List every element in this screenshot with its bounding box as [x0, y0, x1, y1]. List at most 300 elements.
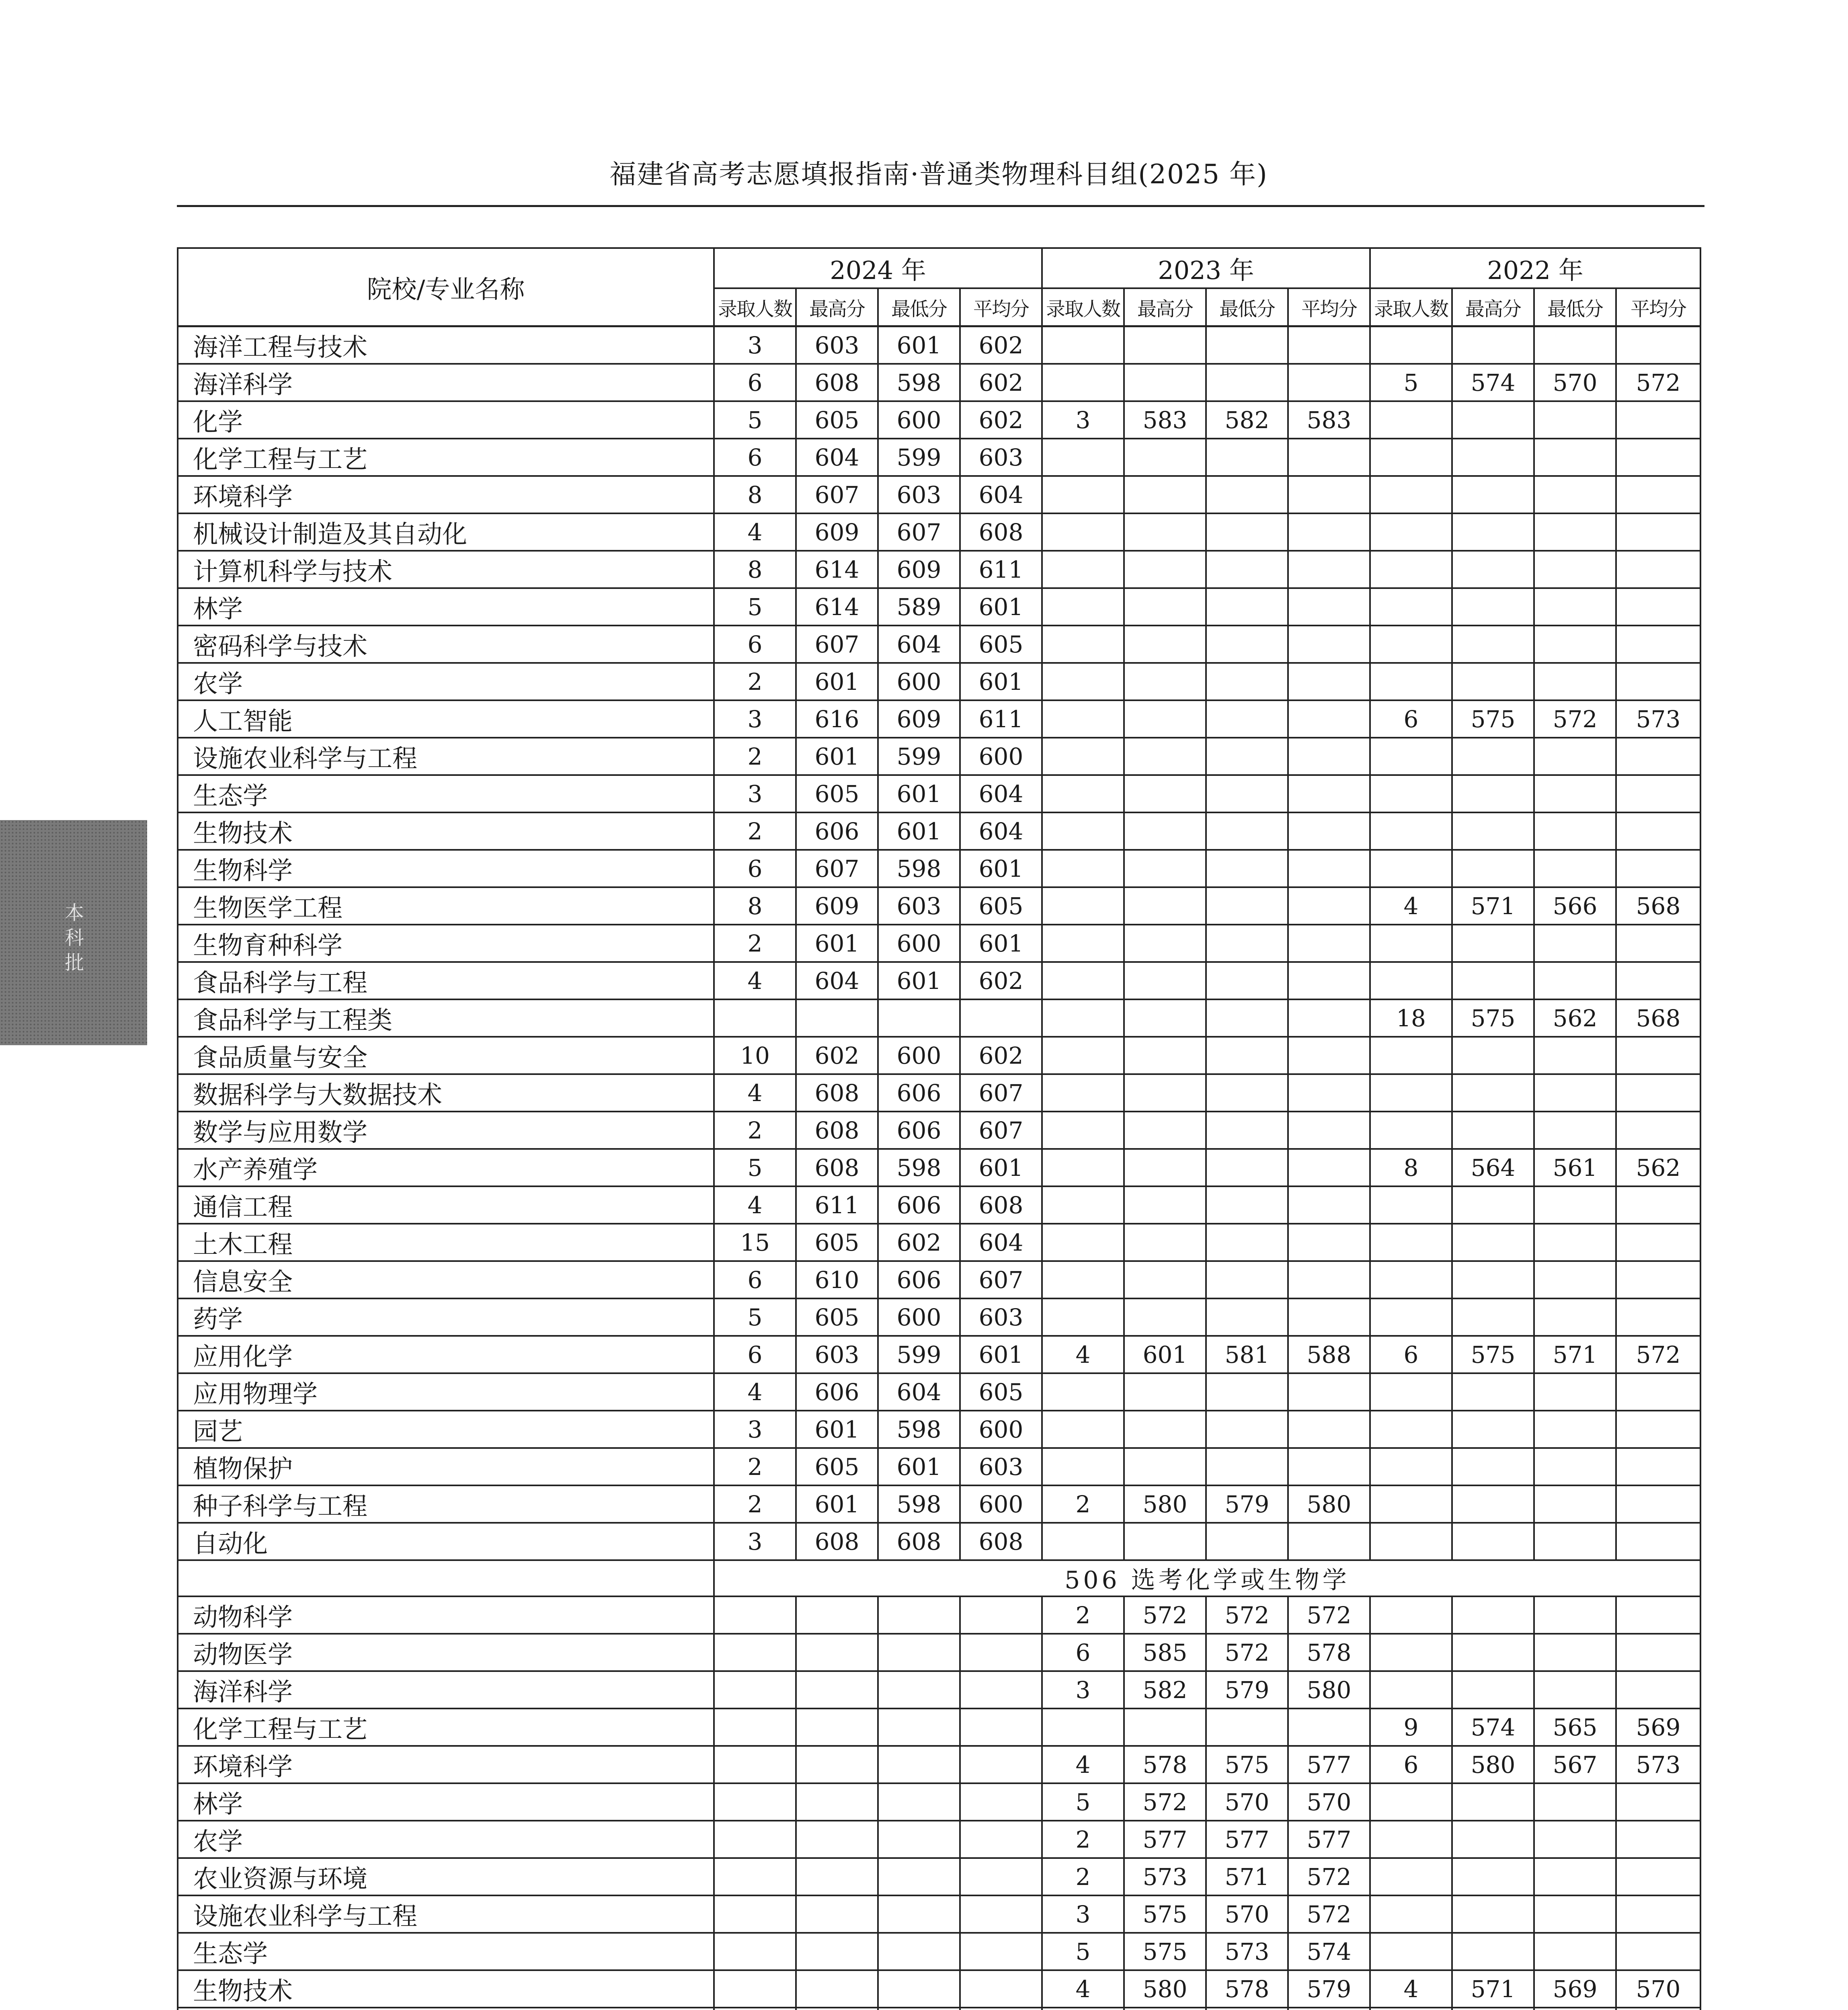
score-cell [1534, 1298, 1616, 1336]
score-cell: 562 [1616, 1149, 1700, 1186]
table-row [178, 1149, 1700, 1186]
score-cell [1124, 775, 1206, 812]
score-cell: 605 [796, 1298, 878, 1336]
table-row [178, 700, 1700, 738]
score-cell [1616, 476, 1700, 513]
major-name-cell: 食品科学与工程 [178, 962, 714, 999]
score-cell: 574 [1452, 1708, 1534, 1746]
sub-header-cell: 录取人数 [714, 288, 796, 326]
score-cell: 577 [1124, 1821, 1206, 1858]
score-cell [1124, 1708, 1206, 1746]
major-name-cell: 农学 [178, 1821, 714, 1858]
major-name-cell: 生态学 [178, 775, 714, 812]
table-row [178, 1411, 1700, 1448]
score-cell [1616, 925, 1700, 962]
score-cell: 8 [714, 551, 796, 588]
score-cell [878, 1783, 960, 1821]
score-cell [1370, 1074, 1452, 1112]
score-cell [1124, 588, 1206, 626]
score-cell [1616, 1783, 1700, 1821]
score-cell: 608 [796, 1149, 878, 1186]
score-cell: 575 [1124, 1895, 1206, 1933]
score-cell [1370, 812, 1452, 850]
score-cell: 604 [960, 775, 1042, 812]
major-name-cell: 环境科学 [178, 1746, 714, 1783]
score-cell [796, 1970, 878, 2008]
score-cell: 604 [796, 962, 878, 999]
score-cell [1206, 700, 1288, 738]
score-cell [1452, 401, 1534, 439]
score-cell: 606 [878, 1261, 960, 1298]
score-cell [1534, 326, 1616, 364]
score-cell: 580 [1452, 1746, 1534, 1783]
score-cell: 609 [878, 700, 960, 738]
score-cell [960, 1783, 1042, 1821]
score-cell [1616, 513, 1700, 551]
score-cell: 575 [1124, 1933, 1206, 1970]
score-cell [1534, 1411, 1616, 1448]
score-cell [1288, 1708, 1370, 1746]
score-cell [1288, 626, 1370, 663]
score-cell [1452, 850, 1534, 887]
score-cell: 607 [796, 850, 878, 887]
sub-header-cell: 平均分 [960, 288, 1042, 326]
score-cell [1370, 1634, 1452, 1671]
score-cell: 4 [714, 962, 796, 999]
score-cell [1370, 1485, 1452, 1523]
score-cell: 6 [1370, 1746, 1452, 1783]
score-cell [1042, 1708, 1124, 1746]
score-cell [1452, 1783, 1534, 1821]
score-cell: 602 [960, 401, 1042, 439]
score-cell: 6 [714, 1336, 796, 1373]
score-cell: 579 [1288, 1970, 1370, 2008]
score-cell [1042, 2008, 1124, 2010]
score-cell [1124, 1037, 1206, 1074]
table-row [178, 513, 1700, 551]
score-cell [1616, 850, 1700, 887]
score-cell [714, 1821, 796, 1858]
score-cell [1452, 1448, 1534, 1485]
running-header: 福建省高考志愿填报指南·普通类物理科目组(2025 年) [609, 159, 1268, 190]
score-cell [714, 1895, 796, 1933]
score-cell [1042, 700, 1124, 738]
score-cell: 603 [960, 1448, 1042, 1485]
score-cell: 605 [796, 1224, 878, 1261]
score-cell: 585 [1124, 1634, 1206, 1671]
table-row [178, 1112, 1700, 1149]
name-column-header: 院校/专业名称 [178, 248, 714, 326]
table-row [178, 476, 1700, 513]
table-row [178, 1336, 1700, 1373]
score-cell: 3 [1042, 1671, 1124, 1708]
score-cell [714, 1783, 796, 1821]
score-cell: 4 [714, 513, 796, 551]
score-cell: 572 [1206, 1596, 1288, 1634]
score-cell: 601 [960, 663, 1042, 700]
table-row [178, 1485, 1700, 1523]
score-cell: 603 [796, 1336, 878, 1373]
score-cell: 602 [960, 326, 1042, 364]
year-header-2022: 2022 年 [1370, 248, 1700, 288]
score-cell [1534, 1523, 1616, 1560]
score-cell: 573 [1124, 1858, 1206, 1895]
score-cell [1616, 1448, 1700, 1485]
score-cell [1370, 1373, 1452, 1411]
score-cell: 3 [1042, 1895, 1124, 1933]
table-row [178, 1186, 1700, 1224]
score-cell [1616, 663, 1700, 700]
score-cell [1288, 850, 1370, 887]
score-cell: 570 [1206, 1783, 1288, 1821]
score-cell [1616, 1671, 1700, 1708]
score-cell [1206, 1037, 1288, 1074]
year-header-2023: 2023 年 [1042, 248, 1370, 288]
table-row [178, 626, 1700, 663]
table-row [178, 1523, 1700, 1560]
score-cell: 611 [796, 1186, 878, 1224]
score-cell [1206, 1224, 1288, 1261]
major-name-cell: 植物保护 [178, 1448, 714, 1485]
table-row [178, 1261, 1700, 1298]
score-cell [1042, 663, 1124, 700]
score-cell: 8 [1370, 1149, 1452, 1186]
score-cell [1124, 1261, 1206, 1298]
score-cell [1124, 738, 1206, 775]
score-cell [796, 1708, 878, 1746]
score-cell [1288, 551, 1370, 588]
score-cell [1206, 850, 1288, 887]
score-cell: 568 [1616, 887, 1700, 925]
score-cell [1042, 476, 1124, 513]
score-cell [1124, 1224, 1206, 1261]
section-label: 506 选考化学或生物学 [714, 1560, 1700, 1596]
score-cell: 577 [1206, 1821, 1288, 1858]
score-cell: 10 [714, 1037, 796, 1074]
score-cell: 6 [714, 439, 796, 476]
table-row [178, 738, 1700, 775]
score-cell: 616 [796, 700, 878, 738]
score-cell: 582 [1124, 1671, 1206, 1708]
score-cell [1616, 1634, 1700, 1671]
score-cell [1206, 1149, 1288, 1186]
score-cell [1534, 1373, 1616, 1411]
score-cell [1452, 513, 1534, 551]
score-cell: 2 [1042, 1485, 1124, 1523]
score-cell [1288, 925, 1370, 962]
score-cell [714, 999, 796, 1037]
score-cell [1616, 588, 1700, 626]
score-cell [1370, 513, 1452, 551]
major-name-cell: 环境科学 [178, 476, 714, 513]
score-cell [1534, 812, 1616, 850]
score-cell [960, 999, 1042, 1037]
score-cell: 604 [960, 1224, 1042, 1261]
score-cell [1452, 1186, 1534, 1224]
score-cell [1206, 738, 1288, 775]
score-cell: 564 [1452, 1149, 1534, 1186]
score-cell [1370, 1821, 1452, 1858]
score-cell [1206, 626, 1288, 663]
score-cell: 573 [1206, 1933, 1288, 1970]
major-name-cell: 数据科学与大数据技术 [178, 1074, 714, 1112]
score-cell [1616, 1858, 1700, 1895]
score-cell: 5 [714, 588, 796, 626]
score-cell: 2 [1042, 1821, 1124, 1858]
score-cell [878, 1821, 960, 1858]
score-cell: 3 [714, 1523, 796, 1560]
score-cell: 600 [878, 401, 960, 439]
score-cell [1534, 626, 1616, 663]
score-cell [960, 1895, 1042, 1933]
score-cell [1042, 1448, 1124, 1485]
score-cell [1370, 1783, 1452, 1821]
score-cell [878, 1858, 960, 1895]
score-cell [1042, 1523, 1124, 1560]
score-cell [1124, 551, 1206, 588]
score-cell: 608 [960, 1523, 1042, 1560]
score-cell [1042, 364, 1124, 401]
table-row [178, 401, 1700, 439]
score-cell: 572 [1616, 364, 1700, 401]
score-cell: 600 [960, 1485, 1042, 1523]
table-row [178, 925, 1700, 962]
score-cell [1452, 925, 1534, 962]
table-row [178, 439, 1700, 476]
score-cell [714, 1708, 796, 1746]
table-row [178, 1783, 1700, 1821]
score-cell [1534, 1485, 1616, 1523]
score-cell [1452, 1858, 1534, 1895]
score-cell [1616, 1485, 1700, 1523]
score-cell [1452, 1671, 1534, 1708]
score-cell [1124, 962, 1206, 999]
score-cell [1452, 1074, 1534, 1112]
table-row [178, 1037, 1700, 1074]
score-cell [1370, 1112, 1452, 1149]
major-name-cell: 生物技术 [178, 1970, 714, 2008]
score-cell [1534, 588, 1616, 626]
sub-header-cell: 录取人数 [1370, 288, 1452, 326]
score-cell: 605 [960, 887, 1042, 925]
sub-header-cell: 最高分 [1452, 288, 1534, 326]
score-cell: 603 [796, 326, 878, 364]
admission-score-table [177, 247, 1701, 2010]
score-cell [1616, 1895, 1700, 1933]
score-cell [1616, 551, 1700, 588]
score-cell [1370, 2008, 1452, 2010]
score-cell: 6 [1370, 1336, 1452, 1373]
score-cell [1206, 1186, 1288, 1224]
score-cell [1452, 1373, 1534, 1411]
major-name-cell: 化学工程与工艺 [178, 439, 714, 476]
score-cell [1616, 1037, 1700, 1074]
table-row [178, 1596, 1700, 1634]
score-cell: 602 [960, 364, 1042, 401]
score-cell [1370, 1448, 1452, 1485]
score-cell [960, 1708, 1042, 1746]
score-cell: 4 [1370, 1970, 1452, 2008]
score-cell [1206, 1261, 1288, 1298]
score-cell [1370, 401, 1452, 439]
score-cell: 606 [796, 1373, 878, 1411]
score-cell: 604 [960, 476, 1042, 513]
score-cell [1042, 1037, 1124, 1074]
score-cell: 605 [960, 626, 1042, 663]
score-cell [1452, 1933, 1534, 1970]
score-cell [796, 1821, 878, 1858]
score-cell [1452, 1895, 1534, 1933]
score-cell [714, 2008, 796, 2010]
score-cell: 561 [1534, 1149, 1616, 1186]
score-cell: 4 [1042, 1970, 1124, 2008]
score-cell: 6 [714, 850, 796, 887]
score-cell [1124, 700, 1206, 738]
score-cell [1042, 850, 1124, 887]
score-cell [1452, 1224, 1534, 1261]
major-name-cell: 应用化学 [178, 1336, 714, 1373]
score-cell: 605 [796, 775, 878, 812]
table-row [178, 1895, 1700, 1933]
sub-header-cell: 最低分 [1534, 288, 1616, 326]
score-cell: 8 [714, 476, 796, 513]
score-cell: 577 [1288, 1746, 1370, 1783]
score-cell [878, 1970, 960, 2008]
score-cell [1616, 1596, 1700, 1634]
score-cell [960, 1821, 1042, 1858]
score-cell [1288, 588, 1370, 626]
score-cell: 607 [960, 1112, 1042, 1149]
score-cell [1206, 2008, 1288, 2010]
score-cell: 2 [714, 1448, 796, 1485]
score-cell: 572 [1288, 1895, 1370, 1933]
score-cell [1206, 812, 1288, 850]
major-name-cell: 生物医学工程 [178, 887, 714, 925]
score-cell: 604 [878, 1373, 960, 1411]
score-cell [1616, 962, 1700, 999]
score-cell [796, 1634, 878, 1671]
score-cell [1124, 1074, 1206, 1112]
score-cell [1534, 401, 1616, 439]
score-cell [1206, 439, 1288, 476]
score-cell [1616, 1112, 1700, 1149]
sub-header-cell: 最低分 [1206, 288, 1288, 326]
score-cell: 604 [796, 439, 878, 476]
score-cell [1288, 326, 1370, 364]
score-cell [1042, 775, 1124, 812]
score-cell [1206, 1523, 1288, 1560]
score-cell: 6 [714, 364, 796, 401]
sub-header-cell: 平均分 [1616, 288, 1700, 326]
table-row [178, 1074, 1700, 1112]
score-cell: 602 [960, 962, 1042, 999]
score-cell [1370, 663, 1452, 700]
score-cell: 600 [878, 1298, 960, 1336]
score-cell: 5 [1042, 1783, 1124, 1821]
score-cell: 9 [1370, 1708, 1452, 1746]
score-cell [1370, 626, 1452, 663]
score-cell: 601 [878, 326, 960, 364]
table-row [178, 999, 1700, 1037]
score-cell [1452, 1485, 1534, 1523]
score-cell [960, 1671, 1042, 1708]
score-cell [1042, 1112, 1124, 1149]
score-cell [1452, 1411, 1534, 1448]
major-name-cell: 生物育种科学 [178, 925, 714, 962]
header-rule [177, 205, 1704, 207]
major-name-cell: 农学 [178, 663, 714, 700]
table-row [178, 812, 1700, 850]
score-cell: 588 [1288, 1336, 1370, 1373]
score-cell: 605 [796, 1448, 878, 1485]
score-cell [1534, 1448, 1616, 1485]
table-row [178, 1821, 1700, 1858]
score-cell [1452, 1037, 1534, 1074]
score-cell [1206, 1708, 1288, 1746]
score-cell [1124, 476, 1206, 513]
score-cell: 579 [1206, 1671, 1288, 1708]
score-cell: 2 [1042, 1858, 1124, 1895]
score-cell [1206, 1074, 1288, 1112]
score-cell [1534, 663, 1616, 700]
score-cell: 606 [878, 1112, 960, 1149]
score-cell: 571 [1534, 1336, 1616, 1373]
score-cell [1616, 812, 1700, 850]
score-cell: 601 [796, 738, 878, 775]
score-cell: 5 [714, 1298, 796, 1336]
score-cell [1206, 962, 1288, 999]
score-cell: 605 [960, 1373, 1042, 1411]
score-cell: 6 [1370, 700, 1452, 738]
score-cell [1370, 1596, 1452, 1634]
score-cell: 598 [878, 1149, 960, 1186]
score-cell: 583 [1288, 401, 1370, 439]
score-cell: 601 [960, 1149, 1042, 1186]
score-cell: 601 [878, 1448, 960, 1485]
score-cell: 572 [1616, 1336, 1700, 1373]
table-row [178, 1933, 1700, 1970]
score-cell: 18 [1370, 999, 1452, 1037]
table-row [178, 1858, 1700, 1895]
score-cell [1288, 1298, 1370, 1336]
table-row [178, 1373, 1700, 1411]
score-cell [1370, 1298, 1452, 1336]
major-name-cell: 信息安全 [178, 1261, 714, 1298]
score-cell: 5 [1042, 1933, 1124, 1970]
score-cell: 2 [714, 1485, 796, 1523]
score-cell [1124, 2008, 1206, 2010]
table-row [178, 1448, 1700, 1485]
major-name-cell: 林学 [178, 588, 714, 626]
score-cell: 567 [1534, 1746, 1616, 1783]
score-cell: 3 [714, 700, 796, 738]
score-cell [1124, 326, 1206, 364]
score-cell [1288, 1037, 1370, 1074]
sub-header-cell: 平均分 [1288, 288, 1370, 326]
score-cell [960, 1933, 1042, 1970]
score-cell [796, 1746, 878, 1783]
score-cell: 577 [1288, 1821, 1370, 1858]
score-cell: 569 [1534, 1970, 1616, 2008]
score-cell [878, 1895, 960, 1933]
score-cell [1534, 1112, 1616, 1149]
score-cell [1452, 1523, 1534, 1560]
score-cell [1370, 1037, 1452, 1074]
score-cell: 570 [1288, 1783, 1370, 1821]
score-cell [1616, 1411, 1700, 1448]
score-cell: 573 [1616, 1746, 1700, 1783]
score-cell [1288, 1074, 1370, 1112]
